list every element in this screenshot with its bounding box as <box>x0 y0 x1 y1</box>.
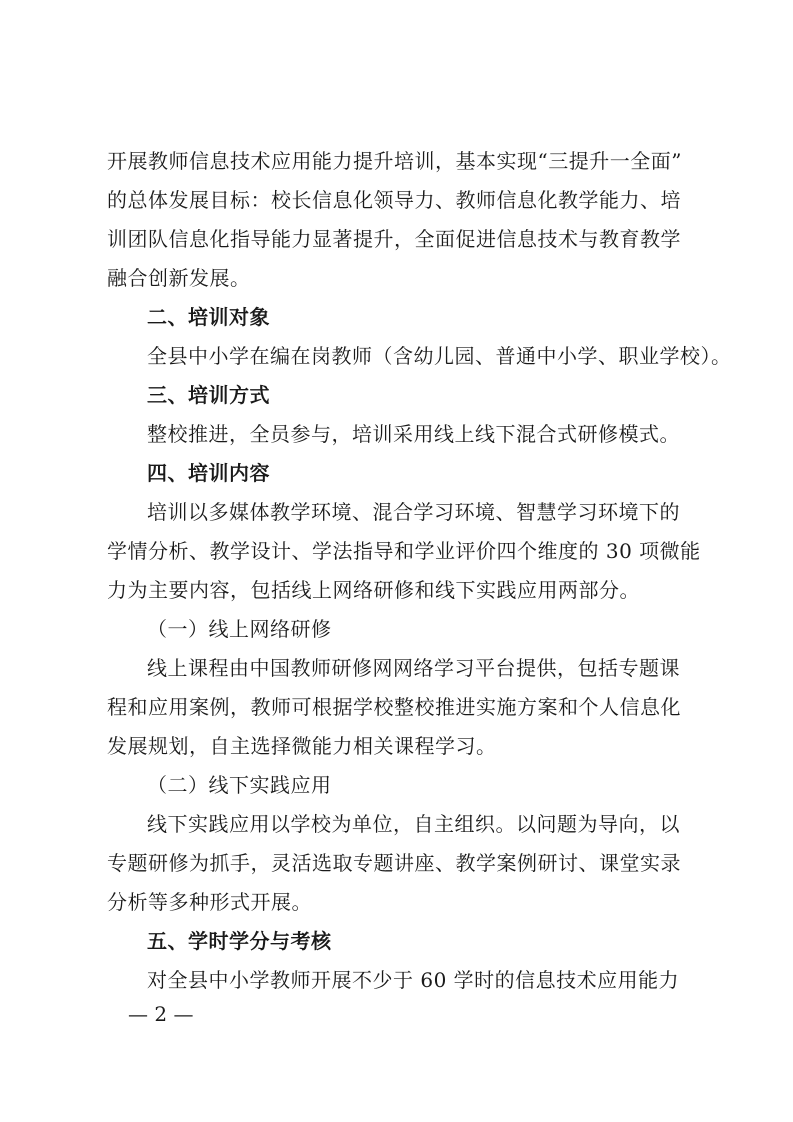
paragraph-line: 开展教师信息技术应用能力提升培训，基本实现“三提升一全面” <box>107 149 682 173</box>
paragraph-line: 培训以多媒体教学环境、混合学习环境、智慧学习环境下的 <box>147 500 680 524</box>
section-heading-2: 二、培训对象 <box>147 305 270 329</box>
paragraph-line: 整校推进，全员参与，培训采用线上线下混合式研修模式。 <box>147 422 680 446</box>
subsection-heading-1: （一）线上网络研修 <box>147 617 332 641</box>
paragraph-line: 融合创新发展。 <box>107 266 251 290</box>
paragraph-line: 程和应用案例，教师可根据学校整校推进实施方案和个人信息化 <box>107 695 681 719</box>
paragraph-line: 对全县中小学教师开展不少于 60 学时的信息技术应用能力 <box>147 968 680 992</box>
paragraph-line: 线上课程由中国教师研修网网络学习平台提供，包括专题课 <box>147 656 680 680</box>
section-heading-4: 四、培训内容 <box>147 461 270 485</box>
paragraph-line: 发展规划，自主选择微能力相关课程学习。 <box>107 734 497 758</box>
section-heading-5: 五、学时学分与考核 <box>147 929 332 953</box>
paragraph-line: 线下实践应用以学校为单位，自主组织。以问题为导向，以 <box>147 812 680 836</box>
section-heading-3: 三、培训方式 <box>147 383 270 407</box>
page-number: — 2 — <box>128 1002 194 1026</box>
paragraph-line: 学情分析、教学设计、学法指导和学业评价四个维度的 30 项微能 <box>107 539 701 563</box>
paragraph-line: 力为主要内容，包括线上网络研修和线下实践应用两部分。 <box>107 578 640 602</box>
paragraph-line: 专题研修为抓手，灵活选取专题讲座、教学案例研讨、课堂实录 <box>107 851 681 875</box>
paragraph-line: 全县中小学在编在岗教师（含幼儿园、普通中小学、职业学校）。 <box>147 344 732 368</box>
paragraph-line: 的总体发展目标：校长信息化领导力、教师信息化教学能力、培 <box>107 188 681 212</box>
paragraph-line: 训团队信息化指导能力显著提升，全面促进信息技术与教育教学 <box>107 227 681 251</box>
paragraph-line: 分析等多种形式开展。 <box>107 890 312 914</box>
subsection-heading-2: （二）线下实践应用 <box>147 773 332 797</box>
